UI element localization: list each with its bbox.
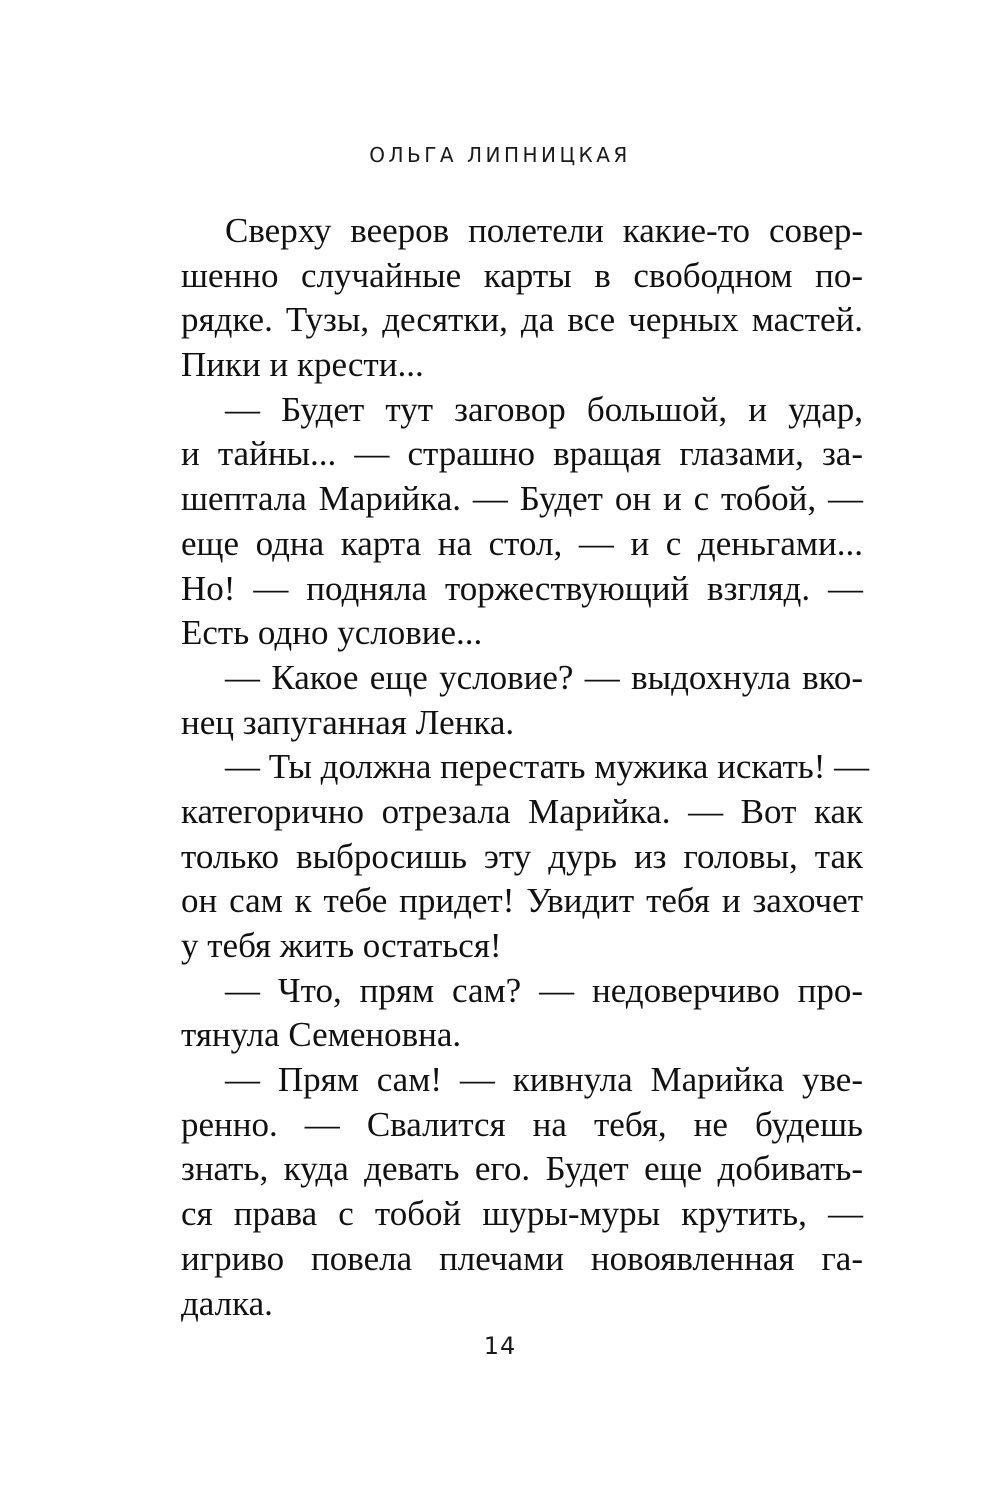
text-line: нец запуганная Ленка. — [181, 702, 515, 742]
text-line: — Что, прям сам? — недоверчиво про- — [225, 970, 863, 1010]
body-text — [181, 209, 870, 1326]
text-line: — Будет тут заговор большой, и удар, — [225, 389, 863, 429]
text-line: знать, куда девать его. Будет еще добивать- — [181, 1149, 863, 1189]
text-line: у тебя жить остаться! — [181, 926, 502, 965]
page-number: 14 — [483, 1332, 517, 1360]
text-line: ся права с тобой шуры-муры крутить, — — [181, 1194, 863, 1234]
text-line: только выбросишь эту дурь из головы, так — [181, 836, 863, 876]
text-line: далка. — [181, 1283, 273, 1323]
text-line: ренно. — Свалится на тебя, не будешь — [181, 1104, 863, 1144]
text-line: еще одна карта на стол, — и с деньгами... — [181, 523, 863, 563]
text-line: рядке. Тузы, десятки, да все черных мастей. — [181, 300, 863, 340]
text-line: и тайны... — страшно вращая глазами, за- — [181, 434, 863, 474]
text-line: Но! — подняла торжествующий взгляд. — — [181, 568, 863, 608]
text-line: шептала Марийка. — Будет он и с тобой, — — [181, 479, 863, 519]
running-head-author: ОЛЬГА ЛИПНИЦКАЯ — [369, 143, 631, 167]
text-line: он сам к тебе придет! Увидит тебя и захочет — [181, 881, 863, 921]
text-line: игриво повела плечами новоявленная га- — [181, 1238, 863, 1278]
text-line: категорично отрезала Марийка. — Вот как — [181, 791, 863, 831]
text-line: — Какое еще условие? — выдохнула вко- — [225, 657, 863, 697]
text-line: — Прям сам! — кивнула Марийка уве- — [225, 1060, 863, 1100]
text-line: Есть одно условие... — [181, 613, 483, 653]
text-line: Пики и крести... — [181, 345, 424, 385]
text-line: Сверху вееров полетели какие-то совер- — [225, 211, 863, 250]
text-line: шенно случайные карты в свободном по- — [181, 255, 863, 295]
text-line: тянула Семеновна. — [181, 1015, 462, 1055]
text-line: — Ты должна перестать мужика искать! — — [225, 747, 870, 787]
